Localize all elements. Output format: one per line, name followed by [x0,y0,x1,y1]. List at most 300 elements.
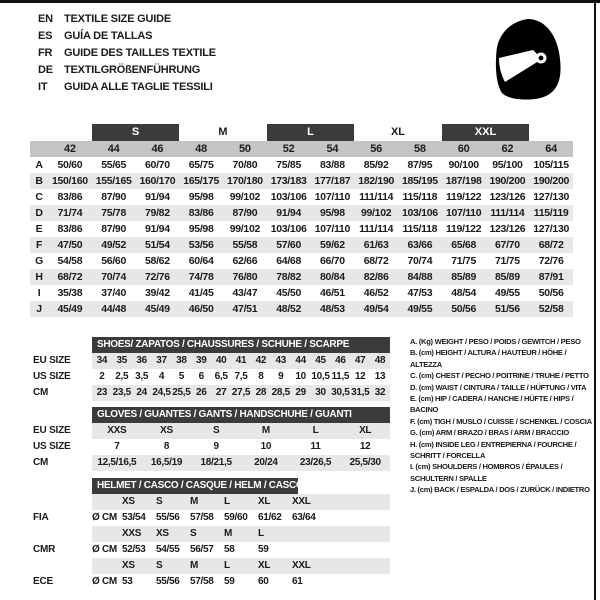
measure-cell: 91/94 [144,223,170,235]
measure-cell: 45/50 [276,287,302,299]
helmet-value-cell: 54/55 [156,544,180,555]
measure-cell: 72/76 [538,255,564,267]
helmet-value-cell: 59/60 [224,512,248,523]
helmet-unit-label: Ø CM [92,576,117,587]
sec-cell: 6 [198,371,204,382]
helmet-value-cell: 53 [122,576,133,587]
helmet-value-cell: 55/56 [156,576,180,587]
shoes-section-row [30,385,390,401]
measure-cell: 119/122 [445,223,482,235]
measure-cell: 103/106 [401,207,438,219]
sec-cell: 24,5 [152,387,171,398]
language-row [38,11,216,28]
gloves-section [30,407,390,471]
measure-cell: 91/94 [276,207,302,219]
gloves-title-bar: GLOVES / GUANTES / GANTS / HANDSCHUHE / GUANTI [92,407,390,423]
sec-cell: 10 [295,371,306,382]
measure-cell: 62/66 [232,255,258,267]
size-group-M: M [218,126,228,138]
helmet-standard-name: FIA [33,512,49,523]
size-header-cell: 56 [370,143,383,155]
size-group-L: L [267,124,355,141]
size-header-cell: 54 [326,143,339,155]
measure-cell: 57/60 [276,239,302,251]
measure-row-label: G [35,255,43,267]
measure-cell: 67/70 [494,239,520,251]
language-row [38,45,216,62]
sec-cell: 9 [213,441,219,452]
measure-cell: 119/122 [445,191,482,203]
legend [410,336,598,496]
measure-cell: 165/175 [183,175,220,187]
measure-cell: 187/198 [445,175,482,187]
sec-row-label: EU SIZE [33,355,71,366]
measure-row-F [30,237,573,253]
sec-row-label: CM [33,457,49,468]
measure-cell: 37/40 [101,287,127,299]
measure-cell: 71/75 [494,255,520,267]
measure-cell: 46/50 [188,303,214,315]
size-header-cell: 48 [195,143,208,155]
helmet-letter-cell: XS [122,560,135,571]
legend-item-J: J. (cm) BACK / ESPALDA / DOS / ZURÜCK / INDIETRO [410,485,590,495]
measure-cell: 41/45 [188,287,214,299]
sec-cell: 34 [96,355,108,366]
measure-cell: 190/200 [489,175,526,187]
measure-cell: 47/51 [232,303,258,315]
sec-cell: 23,5 [112,387,131,398]
size-table [30,124,573,317]
language-code: EN [38,13,53,25]
helmet-letters-row-CMR [30,526,390,542]
measure-cell: 95/100 [492,159,523,171]
helmet-letter-values [92,558,390,574]
measure-cell: 79/82 [144,207,170,219]
measure-row-label: J [36,303,42,315]
sec-cell: 8 [258,371,264,382]
measure-cell: 111/114 [359,191,394,203]
sec-cell: 38 [176,355,187,366]
measure-cell: 95/98 [319,207,345,219]
sec-cell: 4 [158,371,165,382]
measure-cell: 44/48 [101,303,127,315]
sec-cell: 37 [156,355,167,366]
helmet-letter-cell: L [258,528,264,539]
language-row [38,79,216,96]
helmet-values [92,574,390,590]
measure-row-D [30,205,573,221]
measure-row-G [30,253,573,269]
measure-cell: 85/89 [451,271,477,283]
sec-cell: 23 [96,387,108,398]
sec-row-values [92,455,390,471]
measure-cell: 39/42 [144,287,170,299]
helmet-letter-cell: S [190,528,197,539]
sec-cell: 12 [359,441,371,452]
size-header-cell: 58 [413,143,426,155]
sec-row-label [30,494,92,510]
sec-cell: 25,5/30 [349,457,381,468]
measure-cell: 63/66 [407,239,433,251]
helmet-letter-values [92,526,390,542]
helmet-value-cell: 55/56 [156,512,180,523]
language-title: GUÍA DE TALLAS [64,30,153,42]
helmet-standard-name: CMR [33,544,56,555]
measure-row-label: D [35,207,43,219]
measure-cell: 84/88 [407,271,433,283]
measure-cell: 51/54 [144,239,170,251]
sec-cell: 12 [354,371,366,382]
size-group-blank [529,124,573,141]
measure-cell: 95/98 [188,191,214,203]
measure-cell: 90/100 [448,159,479,171]
sec-cell: 44 [295,355,306,366]
measure-cell: 83/86 [188,207,214,219]
sec-row-values [92,423,390,439]
measure-cell: 45/49 [57,303,83,315]
sec-cell: 27,5 [231,387,251,398]
measure-cell: 95/98 [188,223,214,235]
size-header-cell: 64 [545,143,558,155]
racing-helmet-icon [489,14,565,109]
measure-cell: 91/94 [144,191,170,203]
numeric-size-header-row [30,141,573,157]
measure-cell: 105/115 [533,159,569,171]
sec-cell: 30,5 [331,387,350,398]
size-header-blank [30,141,48,157]
sec-cell: 12,5/16,5 [97,457,137,468]
sec-cell: 5 [178,371,185,382]
sec-row-label: US SIZE [33,371,71,382]
helmet-values [92,542,390,558]
sec-cell: 7 [114,441,120,452]
helmet-value-cell: 60 [258,576,269,587]
legend-item-E: E. (cm) HIP / CADERA / HANCHE / HÜFTE / HIPS / BACINO [410,394,574,415]
measure-cell: 185/195 [401,175,438,187]
measure-cell: 155/165 [95,175,132,187]
helmet-letter-cell: M [190,496,199,507]
helmet-value-cell: 61 [292,576,303,587]
measure-cell: 59/62 [319,239,345,251]
measure-cell: 48/54 [451,287,477,299]
measure-cell: 85/92 [363,159,389,171]
helmet-standard-name: ECE [33,576,53,587]
legend-item-I: I. (cm) SHOULDERS / HOMBROS / ÉPAULES / SCHULTERN / SPALLE [410,462,563,483]
measure-row-label: E [35,223,43,235]
sec-cell: 42 [255,355,267,366]
helmet-standard-row-CMR [30,542,390,558]
sec-cell: 18/21,5 [200,457,232,468]
measure-cell: 51/56 [494,303,520,315]
sec-cell: 25,5 [172,387,191,398]
sec-cell: 48 [374,355,386,366]
sec-cell: 3,5 [135,371,149,382]
measure-cell: 65/68 [451,239,477,251]
measure-cell: 70/80 [232,159,258,171]
helmet-letter-cell: XXS [122,528,142,539]
measure-cell: 46/51 [319,287,345,299]
measure-cell: 64/68 [276,255,302,267]
sec-cell: L [312,425,319,436]
helmet-value-cell: 61/62 [258,512,282,523]
measure-cell: 82/86 [363,271,389,283]
measure-cell: 47/53 [407,287,433,299]
measure-cell: 115/118 [402,223,438,235]
helmet-unit-blank [92,494,122,510]
measure-cell: 49/54 [363,303,389,315]
helmet-letters-row-FIA [30,494,390,510]
sec-cell: 30 [315,387,326,398]
sec-cell: XXS [107,425,127,436]
sec-cell: 2,5 [115,371,129,382]
measure-cell: 35/38 [57,287,83,299]
language-row [38,62,216,79]
measure-cell: 50/56 [451,303,477,315]
measure-cell: 87/90 [232,207,258,219]
sec-row-values [92,439,390,455]
measure-cell: 71/75 [451,255,477,267]
size-header-cell: 60 [457,143,470,155]
helmet-value-cell: 56/57 [190,544,214,555]
sec-cell: 8 [163,441,170,452]
measure-cell: 49/55 [407,303,433,315]
measure-cell: 72/76 [144,271,170,283]
language-title: TEXTILGRÖßENFÜHRUNG [64,64,201,76]
sec-row-values [92,353,390,369]
measure-cell: 68/72 [538,239,564,251]
measure-cell: 127/130 [533,223,570,235]
helmet-letter-cell: XS [156,528,169,539]
shoes-section-row [30,353,390,369]
sec-row-label: CM [33,387,49,398]
language-code: FR [38,47,53,59]
measure-cell: 111/114 [359,223,394,235]
measure-cell: 107/110 [314,223,351,235]
top-border-line [0,0,600,3]
measure-cell: 150/160 [51,175,88,187]
sec-cell: 9 [278,371,284,382]
measure-cell: 127/130 [533,191,570,203]
language-title: GUIDA ALLE TAGLIE TESSILI [64,81,213,93]
measure-cell: 111/114 [490,207,525,219]
helmet-letter-cell: M [224,528,233,539]
measure-cell: 54/58 [57,255,83,267]
measure-cell: 85/89 [494,271,520,283]
measure-cell: 115/119 [533,207,569,219]
sec-row-values [92,385,390,401]
measure-cell: 107/110 [314,191,351,203]
measure-cell: 99/102 [360,207,392,219]
measure-row-E [30,221,573,237]
measure-cell: 56/60 [101,255,127,267]
helmet-letter-cell: S [156,496,163,507]
measure-cell: 46/52 [363,287,389,299]
sec-row-label: EU SIZE [33,425,71,436]
measure-cell: 87/91 [538,271,564,283]
measure-cell: 48/53 [319,303,345,315]
size-group-S: S [92,124,180,141]
measure-row-I [30,285,573,301]
helmet-letters-row-ECE [30,558,390,574]
measure-cell: 43/47 [232,287,258,299]
measure-row-label: I [37,287,41,299]
language-title: TEXTILE SIZE GUIDE [64,13,172,25]
size-group-XXL: XXL [442,124,530,141]
helmet-unit-blank [92,558,122,574]
measure-cell: 52/58 [538,303,564,315]
measure-row-B [30,173,573,189]
sec-cell: 28 [255,387,267,398]
helmet-unit-label: Ø CM [92,512,117,523]
sec-row-label [30,526,92,542]
helmet-letter-cell: L [224,560,230,571]
sec-cell: XL [359,425,372,436]
sec-cell: 35 [116,355,128,366]
language-code: ES [38,30,53,42]
helmet-value-cell: 59 [258,544,269,555]
helmet-values [92,510,390,526]
language-code: DE [38,64,53,76]
measure-cell: 83/86 [57,191,83,203]
measure-cell: 68/72 [363,255,389,267]
measure-cell: 50/56 [538,287,564,299]
measure-cell: 49/52 [101,239,127,251]
measure-cell: 68/72 [57,271,83,283]
legend-item-D: D. (cm) WAIST / CINTURA / TAILLE / HÜFTUNG / VITA [410,382,587,392]
measure-cell: 76/80 [232,271,258,283]
helmet-letter-cell: M [190,560,199,571]
size-header-cell: 42 [63,143,76,155]
helmet-value-cell: 58 [224,544,235,555]
helmet-unit-blank [92,526,122,542]
helmet-letter-cell: XS [122,496,135,507]
sec-cell: S [212,425,220,436]
sec-cell: 10,5 [311,371,330,382]
measure-row-label: B [35,175,43,187]
size-header-cell: 44 [107,143,120,155]
sec-cell: 13 [374,371,386,382]
helmet-standard-row-FIA [30,510,390,526]
measure-cell: 71/74 [57,207,83,219]
measure-cell: 115/118 [402,191,438,203]
sec-cell: 26 [195,387,207,398]
helmet-title-bar: HELMET / CASCO / CASQUE / HELM / CASCO [92,478,298,494]
helmet-letter-cell: XL [258,560,271,571]
measure-cell: 55/58 [232,239,258,251]
helmet-value-cell: 53/54 [122,512,146,523]
sec-cell: 36 [136,355,147,366]
measure-row-label: H [35,271,43,283]
measure-cell: 99/102 [229,191,261,203]
sec-cell: 43 [275,355,286,366]
helmet-letter-cell: XXL [292,496,311,507]
sec-cell: 16,5/19 [150,457,183,468]
measure-cell: 160/170 [139,175,176,187]
helmet-value-cell: 52/53 [122,544,146,555]
sec-cell: M [261,425,270,436]
size-header-cell: 50 [238,143,251,155]
measure-cell: 45/49 [144,303,170,315]
legend-item-H: H. (cm) INSIDE LEG / ENTREPIERNA / FOURCHE / SCHRITT / FORCELLA [410,439,577,461]
measure-cell: 70/74 [101,271,127,283]
sec-cell: 24 [136,387,147,398]
helmet-value-cell: 57/58 [190,576,214,587]
measure-cell: 70/74 [407,255,433,267]
language-list [38,11,216,96]
language-code: IT [38,81,48,93]
helmet-letter-cell: XXL [292,560,311,571]
sec-cell: 28,5 [271,387,290,398]
sec-cell: 7,5 [234,371,248,382]
measure-cell: 65/75 [188,159,214,171]
measure-cell: 61/63 [363,239,389,251]
helmet-letter-cell: XL [258,496,271,507]
legend-item-F: F. (cm) TIGH / MUSLO / CUISSE / SCHENKEL / COSCIA [410,416,592,426]
helmet-value-cell: 63/64 [292,512,316,523]
shoes-title-bar: SHOES/ ZAPATOS / CHAUSSURES / SCHUHE / SCARPE [92,337,390,353]
sec-cell: 47 [354,355,366,366]
gloves-section-row [30,455,390,471]
language-title: GUIDE DES TAILLES TEXTILE [64,47,216,59]
helmet-standard-row-ECE [30,574,390,590]
measure-row-J [30,301,573,317]
sec-cell: 23/26,5 [299,457,332,468]
size-header-cell: 62 [501,143,514,155]
sec-row-label [30,558,92,574]
helmet-letter-cell: S [156,560,163,571]
measure-cell: 123/126 [489,223,526,235]
sec-row-label: US SIZE [33,441,71,452]
helmet-section [30,478,390,590]
shoes-section-row [30,369,390,385]
measure-row-C [30,189,573,205]
size-group-blank [30,124,92,141]
sec-cell: 45 [315,355,326,366]
measure-cell: 58/62 [144,255,170,267]
measure-cell: 78/82 [276,271,302,283]
measure-cell: 173/183 [270,175,307,187]
helmet-value-cell: 57/58 [190,512,214,523]
measure-cell: 49/55 [494,287,520,299]
measure-row-label: F [35,239,43,251]
measure-cell: 50/60 [57,159,83,171]
right-border-line [594,0,596,600]
sec-cell: 46 [335,355,346,366]
measure-cell: 123/126 [489,191,526,203]
measure-cell: 75/78 [101,207,127,219]
sec-cell: 39 [195,355,207,366]
measure-cell: 74/78 [188,271,214,283]
measure-row-label: A [35,159,43,171]
sec-cell: XS [160,425,173,436]
measure-cell: 55/65 [101,159,127,171]
legend-item-G: G. (cm) ARM / BRAZO / BRAS / ARM / BRACCIO [410,428,569,438]
measure-cell: 99/102 [229,223,261,235]
measure-cell: 87/90 [101,223,127,235]
measure-cell: 87/95 [407,159,433,171]
measure-cell: 60/64 [188,255,214,267]
sec-cell: 41 [235,355,247,366]
measure-cell: 83/88 [319,159,345,171]
measure-cell: 80/84 [319,271,345,283]
gloves-section-row [30,439,390,455]
measure-cell: 87/90 [101,191,127,203]
helmet-letter-cell: L [224,496,230,507]
measure-cell: 75/85 [276,159,302,171]
sec-cell: 11 [310,441,321,452]
gloves-section-row [30,423,390,439]
measure-cell: 53/56 [188,239,214,251]
